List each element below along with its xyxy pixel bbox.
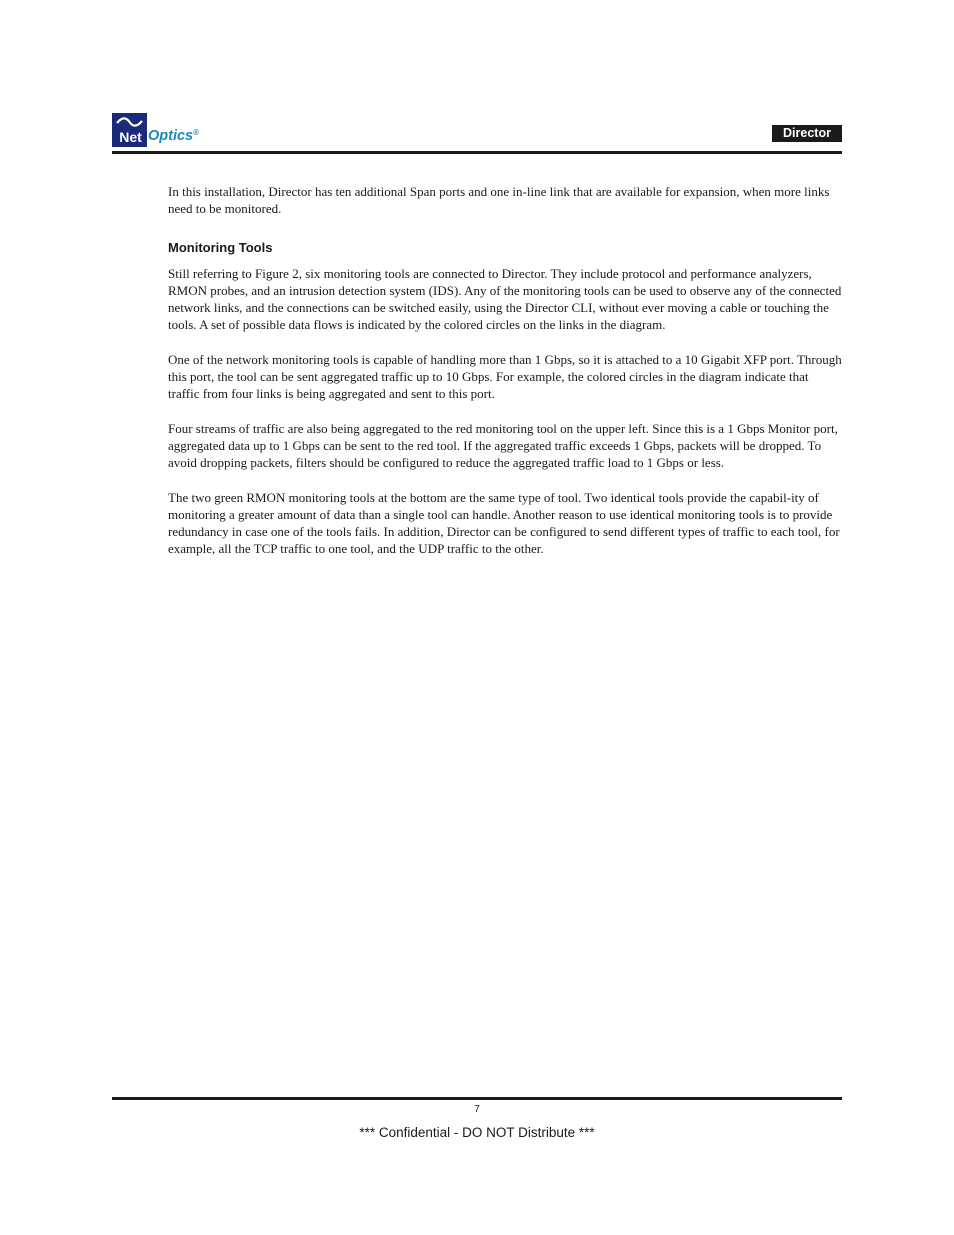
header-rule [112, 151, 842, 154]
body-paragraph: One of the network monitoring tools is capable of handling more than 1 Gbps, so it is attached to a 10 Gigabit XFP port. Through this port, the tool can be sent aggregated traffic up to 10 Gbps. For example, the colored circles in the diagram indicate that traffic from four links is being aggregated and sent to this port. [168, 352, 842, 401]
wave-icon [116, 116, 143, 128]
document-tag: Director [772, 125, 842, 142]
logo-net-text: Net [119, 129, 142, 145]
footer-rule [112, 1097, 842, 1100]
registered-mark: ® [193, 128, 200, 137]
body-paragraph: The two green RMON monitoring tools at the bottom are the same type of tool. Two identical tools provide the capabil-ity of monitoring a greater amount of data than a single tool can handle. Another reason to use identical monitoring tools is to provide redundancy in case one of the tools fails. In addition, Director can be configured to send different types of traffic to each tool, for example, all the TCP traffic to one tool, and the UDP traffic to the other. [168, 490, 840, 556]
main-content [168, 183, 843, 557]
logo-mark [112, 113, 147, 147]
intro-paragraph: In this installation, Director has ten additional Span ports and one in-line link that are available for expansion, when more links need to be monitored. [168, 184, 830, 216]
page-number: 7 [474, 1104, 480, 1115]
body-paragraph: Four streams of traffic are also being aggregated to the red monitoring tool on the upper left. Since this is a 1 Gbps Monitor port, aggregated data up to 1 Gbps can be sent to the red tool. If the aggregated traffic exceeds 1 Gbps, packets will be dropped. To avoid dropping packets, filters should be configured to reduce the aggregated traffic load to 1 Gbps or less. [168, 421, 838, 470]
confidential-notice: *** Confidential - DO NOT Distribute *** [359, 1125, 595, 1140]
section-title: Monitoring Tools [168, 240, 273, 255]
logo-optics-word: Optics [148, 128, 194, 144]
logo-optics-text [148, 128, 199, 144]
body-paragraph: Still referring to Figure 2, six monitoring tools are connected to Director. They include protocol and performance analyzers, RMON probes, and an intrusion detection system (IDS). Any of the monitoring tools can be used to observe any of the connected network links, and the connections can be switched easily, using the Director CLI, without ever moving a cable or touching the tools. A set of possible data flows is indicated by the colored circles on the links in the diagram. [168, 266, 842, 332]
